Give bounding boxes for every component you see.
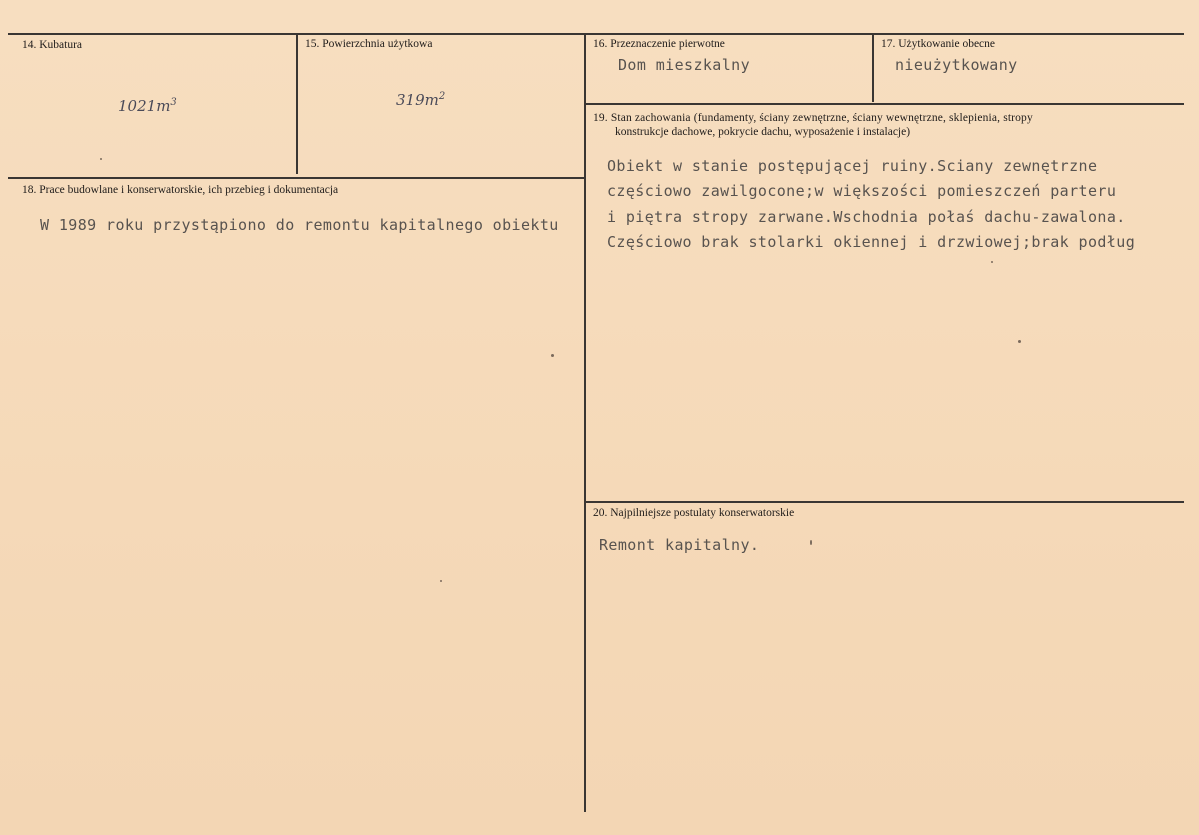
field-16-value: Dom mieszkalny (618, 56, 751, 74)
field-19-line-3: i piętra stropy zarwane.Wschodnia połaś dachu-zawalona. (607, 208, 1126, 226)
field-15-value (396, 91, 445, 109)
paper-speck (810, 540, 812, 545)
field-16-label: 16. Przeznaczenie pierwotne (593, 38, 725, 50)
field-17-value: nieużytkowany (895, 56, 1018, 74)
field-18-value: W 1989 roku przystąpiono do remontu kapitalnego obiektu (40, 216, 559, 234)
field-19-line-2: częściowo zawilgocone;w większości pomieszczeń parteru (607, 182, 1117, 200)
field-15-unit: m (424, 91, 439, 109)
field-19-label-line-1: 19. Stan zachowania (fundamenty, ściany zewnętrzne, ściany wewnętrzne, sklepienia, stropy (593, 112, 1033, 124)
paper-speck (551, 354, 554, 357)
field-20-value: Remont kapitalny. (599, 536, 760, 554)
field-20-label: 20. Najpilniejsze postulaty konserwatorskie (593, 507, 795, 519)
divider-16-17 (872, 34, 874, 102)
field-15-label: 15. Powierzchnia użytkowa (305, 38, 433, 50)
field-19-line-4: Częściowo brak stolarki okiennej i drzwiowej;brak podług (607, 233, 1136, 251)
field-14-unit: m (156, 97, 171, 115)
paper-speck (991, 261, 993, 263)
top-rule (8, 33, 1184, 35)
rule-below-14-15 (8, 177, 584, 179)
rule-above-20 (586, 501, 1184, 503)
paper-speck (440, 580, 442, 582)
field-14-number: 1021 (118, 97, 157, 115)
field-14-label: 14. Kubatura (22, 39, 83, 51)
rule-below-16-17 (586, 103, 1184, 105)
field-18-label: 18. Prace budowlane i konserwatorskie, ich przebieg i dokumentacja (22, 184, 339, 196)
field-15-number: 319 (396, 91, 425, 109)
main-vertical-divider (584, 34, 586, 812)
field-15-unit-exponent: 2 (438, 91, 446, 102)
field-14-value (118, 97, 177, 115)
field-14-unit-exponent: 3 (170, 97, 177, 108)
field-19-label-line-2: konstrukcje dachowe, pokrycie dachu, wyposażenie i instalacje) (615, 126, 911, 138)
paper-speck (100, 158, 102, 160)
divider-14-15 (296, 34, 298, 174)
field-19-line-1: Obiekt w stanie postępującej ruiny.Sciany zewnętrzne (607, 157, 1098, 175)
paper-speck (1018, 340, 1021, 343)
field-17-label: 17. Użytkowanie obecne (881, 38, 996, 50)
